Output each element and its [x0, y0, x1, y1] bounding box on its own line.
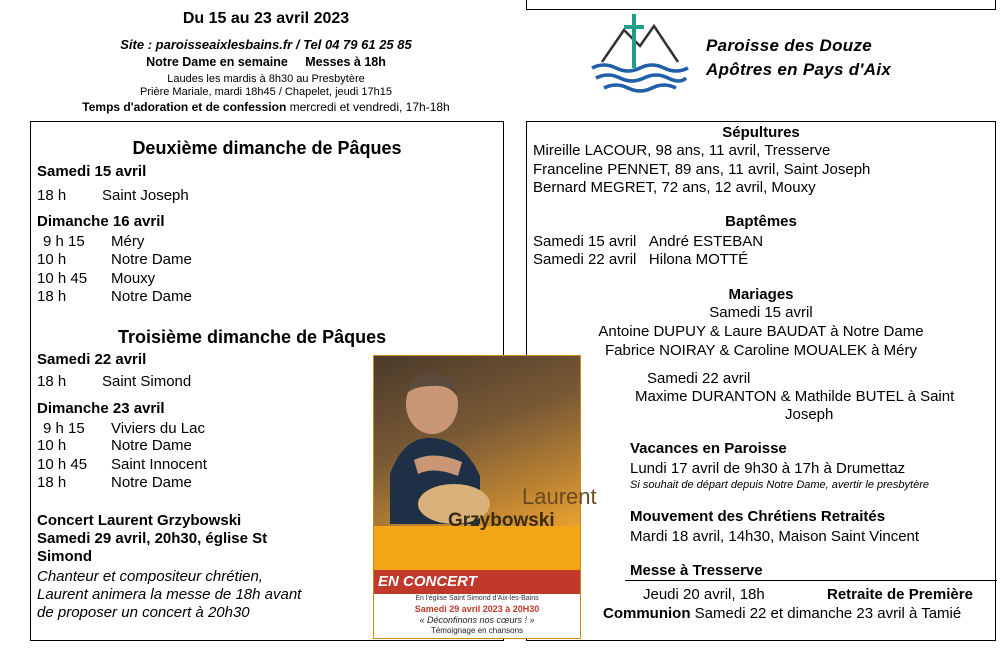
retreat-title: Retraite de Première: [827, 586, 973, 603]
baptisms-title: Baptêmes: [725, 213, 797, 230]
site-phone: Site : paroisseaixlesbains.fr / Tel 04 79 61 25 85: [120, 37, 412, 52]
logo-line-2: Apôtres en Pays d'Aix: [706, 60, 892, 79]
burial-item: Bernard MEGRET, 72 ans, 12 avril, Mouxy: [533, 179, 816, 196]
wedding-couple-3-cont: Joseph: [785, 406, 834, 423]
poster-first-name: Laurent: [522, 484, 597, 509]
retirees-title: Mouvement des Chrétiens Retraités: [630, 508, 886, 525]
concert-poster: [374, 356, 597, 638]
holidays-title: Vacances en Paroisse: [630, 440, 787, 457]
concert-title: Concert Laurent Grzybowski: [37, 512, 242, 529]
retirees-line: Mardi 18 avril, 14h30, Maison Saint Vincent: [630, 528, 920, 545]
wedding-couple-2: Fabrice NOIRAY & Caroline MOUALEK à Méry: [604, 342, 918, 359]
wedding-date-2: Samedi 22 avril: [647, 370, 751, 387]
bulletin-dates: Du 15 au 23 avril 2023: [182, 10, 350, 27]
poster-date: Samedi 29 avril 2023 à 20H30: [414, 604, 540, 614]
sun16-label: Dimanche 16 avril: [37, 213, 165, 230]
wedding-date-1: Samedi 15 avril: [709, 304, 813, 321]
holidays-note: Si souhait de départ depuis Notre Dame, avertir le presbytère: [630, 479, 929, 491]
adoration: Temps d'adoration et de confession mercredi et vendredi, 17h-18h: [82, 100, 450, 114]
logo-line-1: Paroisse des Douze: [706, 36, 873, 55]
weekday-mass: Notre Dame en semaine Messes à 18h: [146, 55, 386, 69]
concert-desc-1: Chanteur et compositeur chrétien,: [37, 568, 263, 585]
sat22-label: Samedi 22 avril: [37, 351, 147, 368]
parish-logo-icon: [588, 12, 700, 100]
wedding-couple-1: Antoine DUPUY & Laure BAUDAT à Notre Dame: [598, 323, 924, 340]
divider: [625, 580, 997, 581]
poster-venue: En l'église Saint Simond d'Aix-les-Bains: [415, 595, 539, 602]
top-box-fragment: [526, 0, 996, 10]
tresserve-line: Jeudi 20 avril, 18h: [643, 586, 765, 603]
wedding-couple-3: Maxime DURANTON & Mathilde BUTEL à Saint: [635, 388, 955, 405]
burial-item: Franceline PENNET, 89 ans, 11 avril, Saint Joseph: [533, 161, 871, 178]
marian-prayer: Prière Mariale, mardi 18h45 / Chapelet, jeudi 17h15: [140, 86, 392, 98]
sat15-label: Samedi 15 avril: [37, 163, 147, 180]
burial-item: Mireille LACOUR, 98 ans, 11 avril, Tresserve: [533, 142, 831, 159]
mass-schedule-box: Deuxième dimanche de Pâques Samedi 15 avril 18 h Saint Joseph Dimanche 16 avril 9 h 15 Méry 10 h Notre Dame 10 h 45 Mouxy 18 h Notre Dame Troisième dimanche de Pâques Samedi 22 avril 18 h Saint Simond Dimanche 23 avril 9 h 15 Viviers du Lac 10 h Notre Dame 10 h 45 Saint Innocent 18 h Notre Dame Concert Laurent Grzybowski Samedi 29 avril, 20h30, église St Simond Chanteur et compositeur chrétien, Laurent animera la messe de 18h avant de proposer un concert à 20h30: [30, 121, 504, 641]
burials-title: Sépultures: [722, 124, 800, 141]
sunday2-title: Deuxième dimanche de Pâques: [132, 138, 402, 158]
sun23-label: Dimanche 23 avril: [37, 400, 165, 417]
retreat-line: Communion Samedi 22 et dimanche 23 avril à Tamié: [603, 605, 962, 622]
baptism-item: Samedi 22 avril Hilona MOTTÉ: [533, 251, 749, 268]
concert-desc-2: Laurent animera la messe de 18h avant: [37, 586, 302, 603]
baptism-item: Samedi 15 avril André ESTEBAN: [533, 233, 764, 250]
concert-when-2: Simond: [37, 548, 92, 565]
poster-subtitle: Témoignage en chansons: [430, 626, 524, 635]
weddings-title: Mariages: [728, 286, 794, 303]
sunday3-title: Troisième dimanche de Pâques: [118, 327, 387, 347]
poster-banner-text: EN CONCERT: [378, 573, 477, 590]
concert-desc-3: de proposer un concert à 20h30: [37, 604, 250, 621]
concert-when: Samedi 29 avril, 20h30, église St: [37, 530, 268, 547]
poster-last-name: Grzybowski: [448, 510, 555, 531]
holidays-line: Lundi 17 avril de 9h30 à 17h à Drumettaz: [630, 460, 906, 477]
laudes: Laudes les mardis à 8h30 au Presbytère: [167, 73, 365, 85]
tresserve-title: Messe à Tresserve: [630, 562, 763, 579]
announcements-box: [526, 121, 996, 641]
singer-portrait-icon: [384, 364, 494, 524]
poster-show-title: « Déconfinons nos cœurs ! »: [419, 615, 535, 625]
